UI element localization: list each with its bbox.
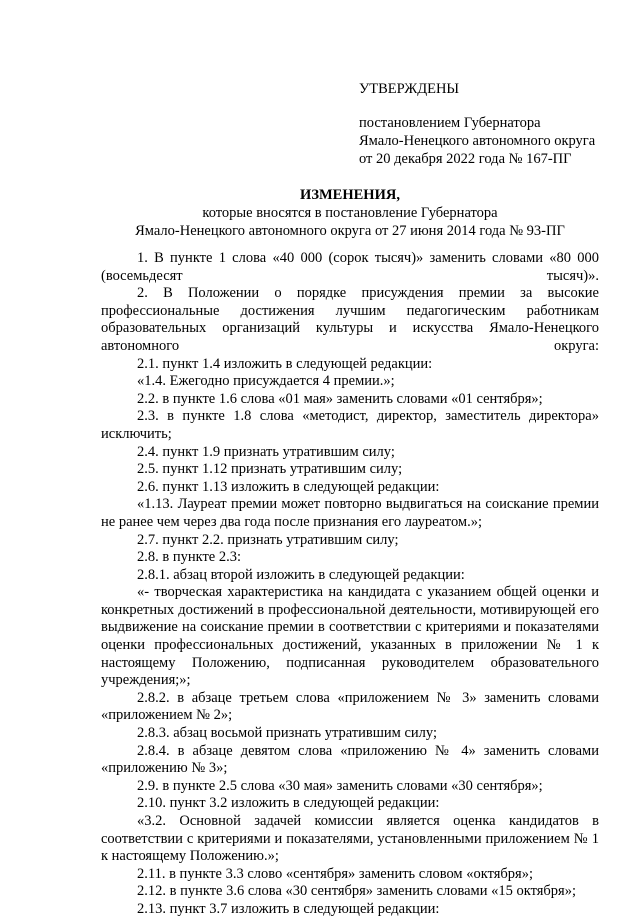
paragraph-2-4: 2.4. пункт 1.9 признать утратившим силу;	[137, 443, 395, 460]
paragraph-2-1-text: «1.4. Ежегодно присуждается 4 премии.»;	[137, 373, 395, 390]
paragraph-2-10-text: «3.2. Основной задачей комиссии является оценка кандидатов в соответствии с критериями и показателями, установленными приложением № 1 к настоящему Положению.»;	[101, 813, 599, 865]
document-body	[101, 250, 599, 919]
paragraph-2-7: 2.7. пункт 2.2. признать утратившим силу;	[137, 531, 399, 548]
document-heading	[100, 186, 600, 240]
paragraph-2-8-4: 2.8.4. в абзаце девятом слова «приложению № 4» заменить словами «приложению № 3»;	[101, 742, 599, 777]
paragraph-2-2: 2.2. в пункте 1.6 слова «01 мая» заменить словами «01 сентября»;	[137, 390, 543, 407]
paragraph-2-3: 2.3. в пункте 1.8 слова «методист, директор, заместитель директора» исключить;	[101, 408, 599, 442]
paragraph-2-8-3: 2.8.3. абзац восьмой признать утратившим силу;	[137, 725, 437, 742]
paragraph-2-6-text: «1.13. Лауреат премии может повторно выдвигаться на соискание премии не ранее чем через два года после признания его лауреатом.»;	[101, 496, 599, 530]
approval-line: от 20 декабря 2022 года № 167-ПГ	[359, 151, 572, 167]
approval-block	[359, 80, 619, 168]
paragraph-2-10: 2.10. пункт 3.2 изложить в следующей редакции:	[137, 795, 440, 812]
paragraph-1: 1. В пункте 1 слова «40 000 (сорок тысяч)» заменить словами «80 000 (восемьдесят тысяч)».	[101, 250, 599, 284]
approval-line: Ямало-Ненецкого автономного округа	[359, 133, 596, 149]
paragraph-2-8-1-text: «- творческая характеристика на кандидата с указанием общей оценки и конкретных достижений в профессиональной деятельности, мотивирующей его выдвижение на соискание премии в соответствии с критериями и показателями оценки профессиональных достижений, указанных в приложении № 1 к настоящему Положению, подписанная руководителем образовательного учреждения;»;	[101, 584, 599, 689]
paragraph-2-9: 2.9. в пункте 2.5 слова «30 мая» заменить словами «30 сентября»;	[137, 777, 543, 794]
paragraph-2: 2. В Положении о порядке присуждения премии за высокие профессиональные достижения лучшим педагогическим работникам образовательных организаций культуры и искусства Ямало-Ненецкого автономного округа:	[101, 285, 599, 354]
paragraph-2-1: 2.1. пункт 1.4 изложить в следующей редакции:	[137, 355, 433, 372]
paragraph-2-6: 2.6. пункт 1.13 изложить в следующей редакции:	[137, 478, 440, 495]
paragraph-2-8-2: 2.8.2. в абзаце третьем слова «приложением № 3» заменить словами «приложением № 2»;	[101, 689, 599, 724]
heading-subtitle: Ямало-Ненецкого автономного округа от 27 июня 2014 года № 93-ПГ	[135, 223, 565, 239]
paragraph-2-8: 2.8. в пункте 2.3:	[137, 549, 242, 566]
heading-title: ИЗМЕНЕНИЯ,	[300, 187, 400, 203]
paragraph-2-12: 2.12. в пункте 3.6 слова «30 сентября» заменить словами «15 октября»;	[137, 883, 576, 900]
heading-subtitle: которые вносятся в постановление Губернатора	[202, 205, 498, 221]
paragraph-2-13: 2.13. пункт 3.7 изложить в следующей редакции:	[137, 900, 440, 917]
approval-line: постановлением Губернатора	[359, 115, 541, 131]
paragraph-2-8-1: 2.8.1. абзац второй изложить в следующей редакции:	[137, 566, 465, 583]
paragraph-2-5: 2.5. пункт 1.12 признать утратившим силу;	[137, 461, 403, 478]
paragraph-2-11: 2.11. в пункте 3.3 слово «сентября» заменить словом «октября»;	[137, 865, 533, 882]
approval-title: УТВЕРЖДЕНЫ	[359, 81, 460, 97]
